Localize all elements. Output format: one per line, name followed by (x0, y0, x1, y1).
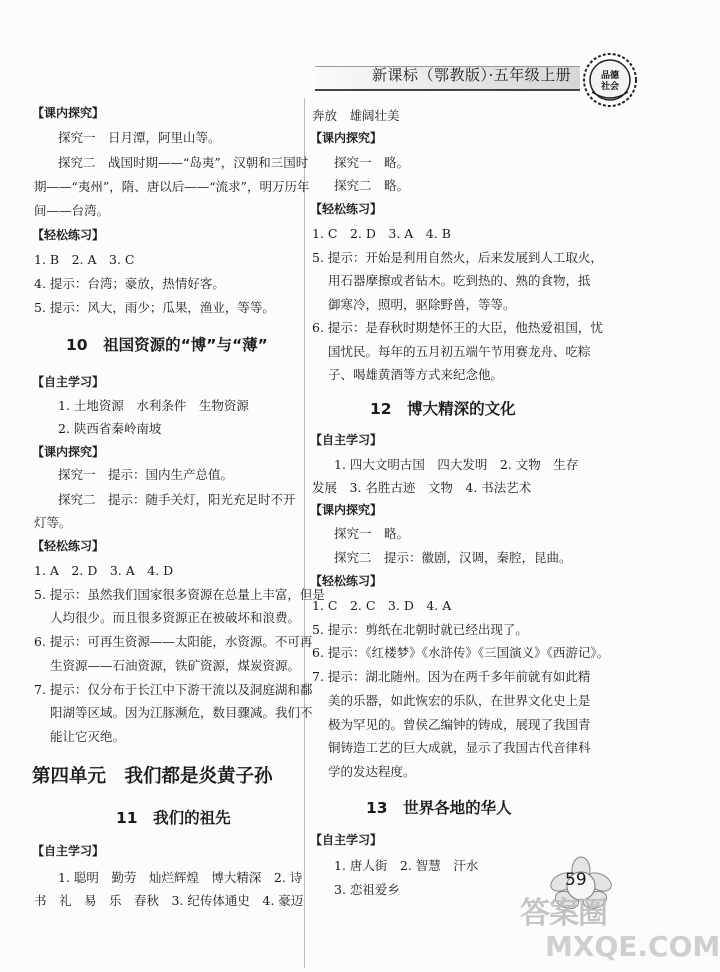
answer-line: 1. C 2. D 3. A 4. B (312, 226, 451, 241)
answer-line: 探究一 略。 (334, 155, 410, 170)
answer-line: 5. 提示：剪纸在北朝时就已经出现了。 (312, 622, 528, 637)
lesson-title: 11 我们的祖先 (116, 809, 231, 827)
answer-line: 御寒冷，照明，驱除野兽，等等。 (328, 297, 516, 312)
section-tag: 【自主学习】 (310, 433, 383, 447)
lesson-title: 10 祖国资源的“博”与“薄” (66, 336, 268, 354)
section-tag: 【自主学习】 (32, 375, 105, 389)
watermark-url: MXQE.COM (545, 930, 720, 963)
section-tag: 【课内探究】 (32, 445, 105, 459)
badge-text-bottom: 社会 (600, 82, 620, 92)
answer-line: 探究一 提示：国内生产总值。 (58, 467, 234, 482)
answer-line: 用石器摩擦或者钻木。吃到热的、熟的食物，抵 (328, 273, 591, 288)
answer-line: 7. 提示：湖北随州。因为在两千多年前就有如此精 (312, 669, 591, 684)
lesson-title: 13 世界各地的华人 (366, 799, 512, 817)
answer-line: 1. 四大文明古国 四大发明 2. 文物 生存 (334, 457, 579, 472)
series-badge-icon (582, 52, 638, 108)
answer-line: 阳湖等区域。因为江豚濒危，数目骤减。我们不 (50, 705, 313, 720)
section-tag: 【课内探究】 (310, 503, 383, 517)
answer-line: 美的乐器，如此恢宏的乐队，在世界文化史上是 (328, 693, 591, 708)
answer-line: 6. 提示：是春秋时期楚怀王的大臣，他热爱祖国，忧 (312, 320, 603, 335)
watermark-text: 答案圈 (520, 896, 607, 931)
answer-line: 极为罕见的。曾侯乙编钟的铸成，展现了我国青 (328, 717, 591, 732)
answer-line: 3. 恋祖爱乡 (334, 882, 400, 897)
answer-line: 探究一 日月潭，阿里山等。 (58, 130, 221, 145)
section-tag: 【轻松练习】 (32, 539, 105, 553)
answer-line: 铜铸造工艺的巨大成就，显示了我国古代音律科 (328, 740, 591, 755)
answer-line: 1. 唐人街 2. 智慧 汗水 (334, 858, 479, 873)
answer-line: 5. 提示：风大，雨少；瓜果，渔业，等等。 (34, 300, 275, 315)
answer-line: 6. 提示：可再生资源——太阳能，水资源。不可再 (34, 634, 313, 649)
answer-line: 探究一 略。 (334, 526, 410, 541)
section-tag: 【自主学习】 (32, 844, 105, 858)
answer-line: 能让它灭绝。 (50, 729, 126, 744)
answer-line: 1. B 2. A 3. C (34, 252, 135, 267)
answer-line: 1. 土地资源 水利条件 生物资源 (58, 398, 249, 413)
section-tag: 【自主学习】 (310, 833, 383, 847)
answer-line: 1. 聪明 勤劳 灿烂辉煌 博大精深 2. 诗 (58, 870, 303, 885)
running-header-title: 新课标（鄂教版）·五年级上册 (372, 66, 572, 84)
lesson-title: 12 博大精深的文化 (370, 400, 516, 418)
answer-line: 7. 提示：仅分布于长江中下游干流以及洞庭湖和鄱 (34, 682, 313, 697)
section-tag: 【轻松练习】 (32, 228, 105, 242)
answer-line: 学的发达程度。 (328, 764, 416, 779)
answer-line: 生资源——石油资源，铁矿资源，煤炭资源。 (50, 658, 301, 673)
answer-line: 子、喝雄黄酒等方式来纪念他。 (328, 367, 504, 382)
answer-line: 1. C 2. C 3. D 4. A (312, 598, 452, 613)
answer-line: 间——台湾。 (34, 203, 110, 218)
answer-line: 期——“夷州”，隋、唐以后——“流求”，明万历年 (34, 179, 310, 194)
answer-line: 探究二 提示：随手关灯，阳光充足时不开 (58, 492, 296, 507)
answer-line: 人均很少。而且很多资源正在被破坏和浪费。 (50, 610, 301, 625)
column-divider (304, 98, 305, 968)
answer-line: 5. 提示：开始是利用自然火，后来发展到人工取火， (312, 250, 603, 265)
section-tag: 【课内探究】 (32, 106, 105, 120)
answer-line: 国忧民。每年的五月初五端午节用赛龙舟、吃粽 (328, 344, 591, 359)
answer-line: 探究二 提示：徽剧，汉调，秦腔，昆曲。 (334, 550, 572, 565)
unit-title: 第四单元 我们都是炎黄子孙 (32, 766, 273, 787)
answer-line: 探究二 战国时期——“岛夷”，汉朝和三国时 (58, 155, 309, 170)
section-tag: 【课内探究】 (310, 131, 383, 145)
answer-line: 书 礼 易 乐 春秋 3. 纪传体通史 4. 豪迈 (34, 893, 304, 908)
answer-line: 4. 提示：台湾；豪放，热情好客。 (34, 276, 225, 291)
answer-line: 发展 3. 名胜古迹 文物 4. 书法艺术 (312, 480, 532, 495)
page-number: 59 (565, 870, 587, 890)
answer-line: 6. 提示：《红楼梦》《水浒传》《三国演义》《西游记》。 (312, 645, 610, 660)
badge-text-top: 品德 (600, 71, 620, 81)
answer-line: 2. 陕西省秦岭南坡 (58, 421, 162, 436)
section-tag: 【轻松练习】 (310, 574, 383, 588)
answer-line: 1. A 2. D 3. A 4. D (34, 563, 174, 578)
answer-line: 灯等。 (34, 515, 72, 530)
section-tag: 【轻松练习】 (310, 202, 383, 216)
answer-line: 奔放 雄阔壮美 (312, 108, 400, 123)
answer-line: 5. 提示：虽然我们国家很多资源在总量上丰富，但是 (34, 587, 325, 602)
answer-line: 探究二 略。 (334, 178, 410, 193)
